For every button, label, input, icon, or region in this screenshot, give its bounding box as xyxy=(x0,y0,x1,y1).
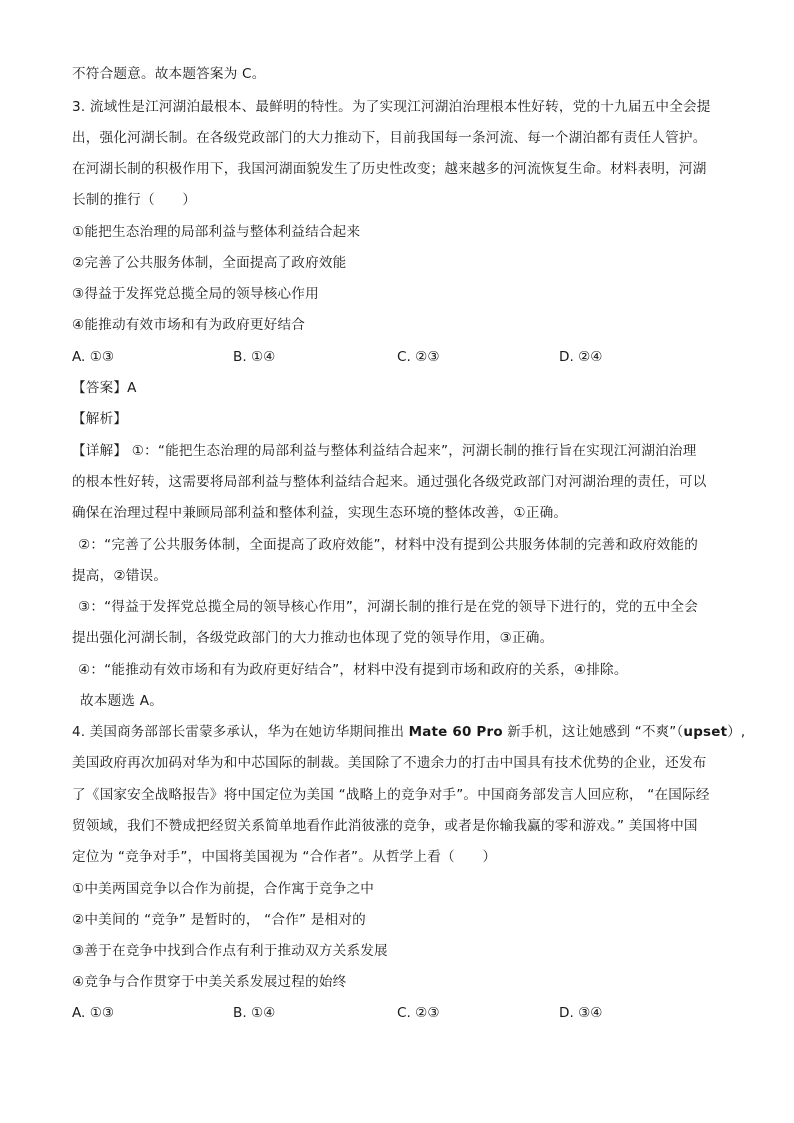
question-4-stem: 美国政府再次加码对华为和中芯国际的制裁。美国除了不遗余力的打击中国具有技术优势的企业，还发布 xyxy=(72,755,707,771)
question-4-stem: 贸领域，我们不赞成把经贸关系简单地看作此消彼涨的竞争，或者是你输我赢的零和游戏。” 美国将中国 xyxy=(72,818,698,834)
question-3-stem: 3. 流域性是江河湖泊最根本、最鲜明的特性。为了实现江河湖泊治理根本性好转，党的十九届五中全会提 xyxy=(72,99,711,115)
answer-label: 【答案】A xyxy=(72,380,137,396)
option-b: B. ①④ xyxy=(233,349,276,365)
analysis-detail: ④：“能推动有效市场和有为政府更好结合”，材料中没有提到市场和政府的关系，④排除。 xyxy=(78,662,628,678)
question-3-statement: ④能推动有效市场和有为政府更好结合 xyxy=(72,317,306,333)
analysis-detail: ②：“完善了公共服务体制，全面提高了政府效能”，材料中没有提到公共服务体制的完善和政府效能的 xyxy=(78,537,698,553)
analysis-detail: 提高，②错误。 xyxy=(72,568,168,584)
question-4-text: 4. 美国商务部部长雷蒙多承认，华为在她访华期间推出 xyxy=(72,724,409,740)
question-3-statement: ①能把生态治理的局部利益与整体利益结合起来 xyxy=(72,224,361,240)
analysis-detail: 【详解】 ①：“能把生态治理的局部利益与整体利益结合起来”，河湖长制的推行旨在实现江河湖泊治理 xyxy=(72,443,697,459)
question-3-stem: 出，强化河湖长制。在各级党政部门的大力推动下，目前我国每一条河流、每一个湖泊都有责任人管护。 xyxy=(72,130,707,146)
question-3-stem: 在河湖长制的积极作用下，我国河湖面貌发生了历史性改变；越来越多的河流恢复生命。材料表明，河湖 xyxy=(72,161,707,177)
option-c: C. ②③ xyxy=(397,349,440,365)
analysis-label: 【解析】 xyxy=(72,411,128,427)
analysis-detail: 提出强化河湖长制，各级党政部门的大力推动也体现了党的领导作用，③正确。 xyxy=(72,630,554,646)
question-4-stem: 了《国家安全战略报告》将中国定位为美国 “战略上的竞争对手”。中国商务部发言人回应称， “在国际经 xyxy=(72,787,710,803)
question-4-statement: ④竞争与合作贯穿于中美关系发展过程的始终 xyxy=(72,974,347,990)
analysis-conclusion: 故本题选 A。 xyxy=(80,693,163,709)
analysis-detail: 的根本性好转，这需要将局部利益与整体利益结合起来。通过强化各级党政部门对河湖治理的责任，可以 xyxy=(72,474,707,490)
analysis-detail: ③：“得益于发挥党总揽全局的领导核心作用”，河湖长制的推行是在党的领导下进行的，党的五中全会 xyxy=(78,599,698,615)
option-d: D. ②④ xyxy=(559,349,603,365)
question-4-statement: ①中美两国竞争以合作为前提，合作寓于竞争之中 xyxy=(72,881,375,897)
question-4-stem xyxy=(72,722,745,742)
option-a: A. ①③ xyxy=(72,349,115,365)
product-name: Mate 60 Pro xyxy=(408,724,503,740)
question-3-statement: ③得益于发挥党总揽全局的领导核心作用 xyxy=(72,286,319,302)
option-b: B. ①④ xyxy=(233,1005,276,1021)
question-4-stem: 定位为 “竞争对手”，中国将美国视为 “合作者”。从哲学上看（ ） xyxy=(72,849,497,865)
option-a: A. ①③ xyxy=(72,1005,115,1021)
question-4-statement: ②中美间的 “竞争” 是暂时的， “合作” 是相对的 xyxy=(72,912,366,928)
question-4-text: ）, xyxy=(727,724,746,740)
english-term: upset xyxy=(683,724,728,740)
option-d: D. ③④ xyxy=(559,1005,603,1021)
option-c: C. ②③ xyxy=(397,1005,440,1021)
question-4-statement: ③善于在竞争中找到合作点有利于推动双方关系发展 xyxy=(72,943,388,959)
question-4-text: 新手机，这让她感到 “不爽”（ xyxy=(502,724,684,740)
question-3-statement: ②完善了公共服务体制，全面提高了政府效能 xyxy=(72,255,347,271)
question-3-stem: 长制的推行（ ） xyxy=(72,192,197,208)
analysis-detail: 确保在治理过程中兼顾局部利益和整体利益，实现生态环境的整体改善，①正确。 xyxy=(72,505,568,521)
paragraph-line: 不符合题意。故本题答案为 C。 xyxy=(72,66,266,82)
